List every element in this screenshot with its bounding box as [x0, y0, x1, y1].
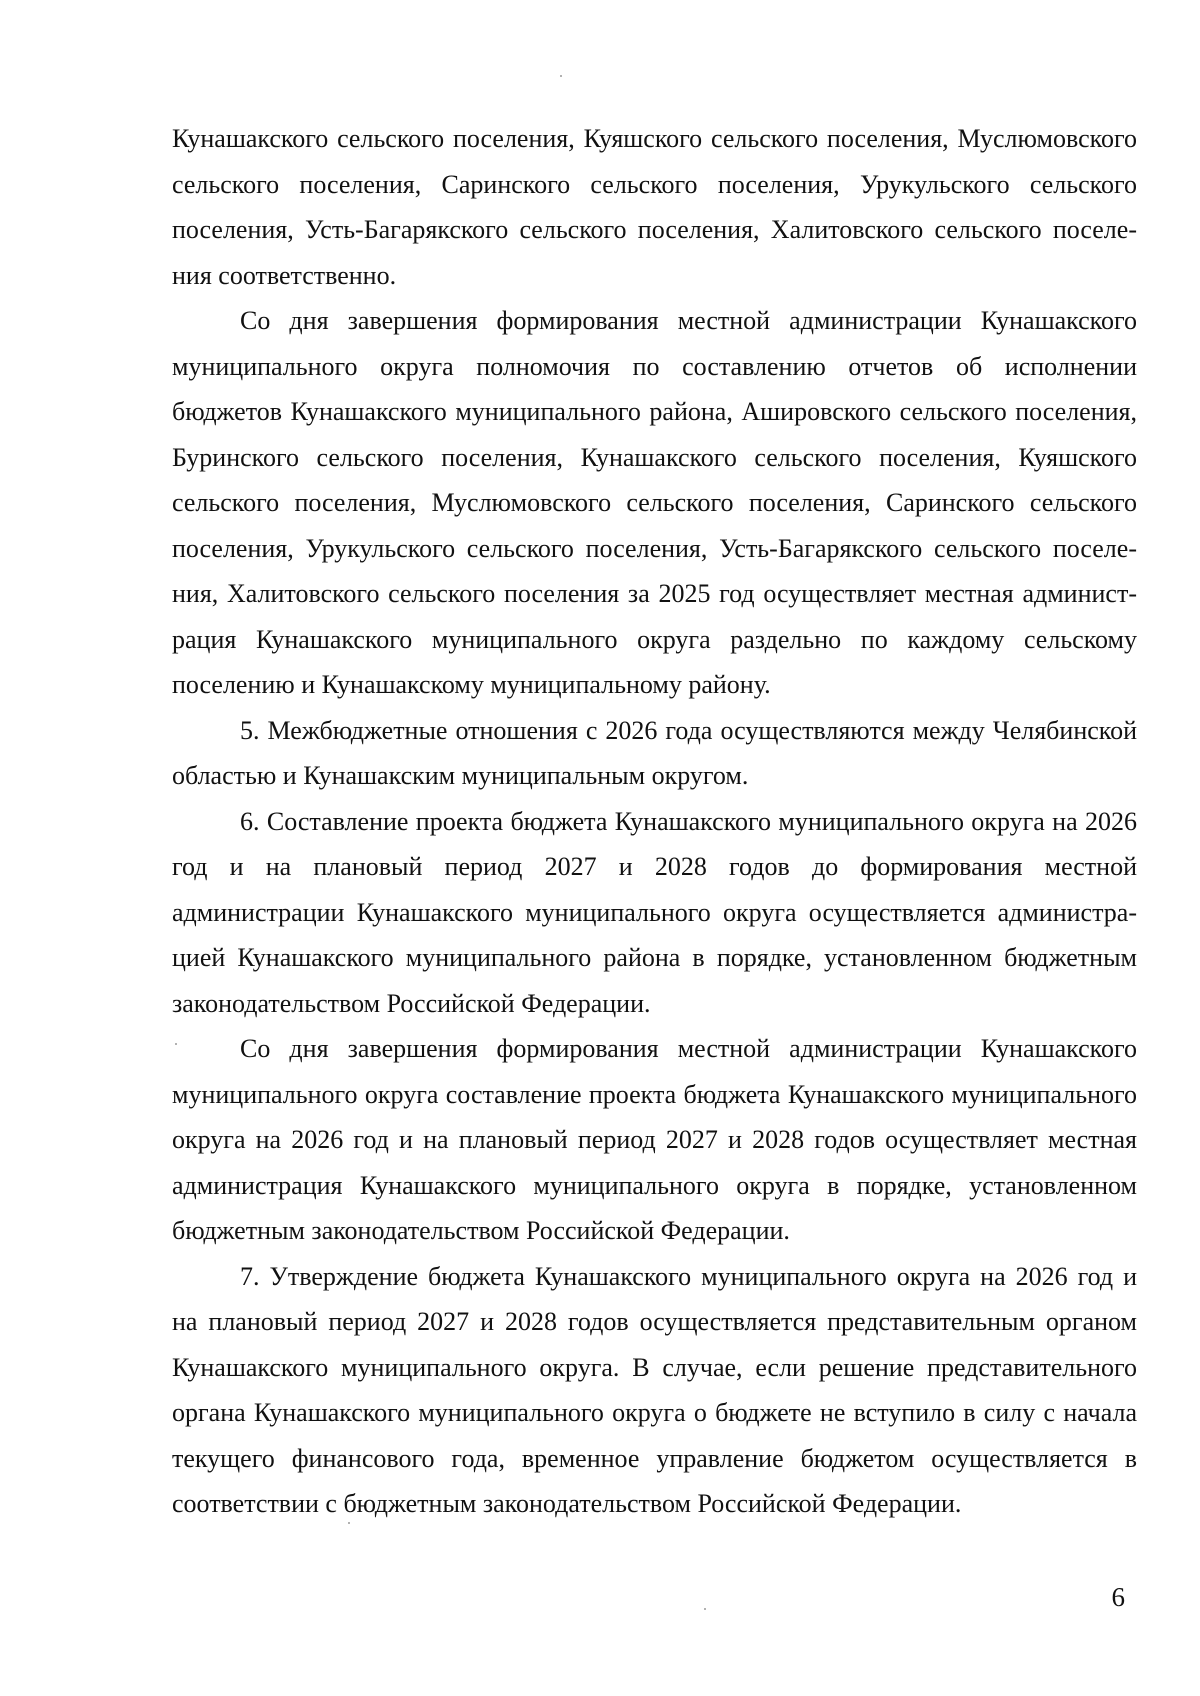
scan-speck — [348, 1522, 350, 1524]
scan-speck — [560, 75, 562, 77]
paragraph: Со дня завершения формирования местной администрации Кунашакского муниципального округа полномочия по составлению отчетов об исполнении бюджетов Кунашакского муниципального района, Ашировского сельского поселения, Буринского сельского поселения, Кунашакского сельского поселения, Куяшского сельского поселения, Муслюмовского сельского поселения, Саринского сельского поселения, Урукульского сельского поселения, Усть-Багарякского сельского поселения, Халитовского сельского поселения за 2025 год осуществляет местная администрация Кунашакского муниципального округа раздельно по каждому сельскому поселению и Кунашакскому муниципальному району. — [172, 306, 1137, 699]
paragraph: 6. Составление проекта бюджета Кунашакского муниципального округа на 2026 год и на плановый период 2027 и 2028 годов до формирования местной администрации Кунашакского муниципального округа осуществляется администрацией Кунашакского муниципального района в порядке, установленном бюджетным законодательством Российской Федерации. — [172, 806, 1137, 1018]
paragraph: 5. Межбюджетные отношения с 2026 года осуществляются между Челябинской областью и Кунашакским муниципальным округом. — [172, 715, 1137, 790]
paragraph: Кунашакского сельского поселения, Куяшского сельского поселения, Муслюмовского сельского поселения, Саринского сельского поселения, Урукульского сельского поселения, Усть-Багарякского сельского поселения, Халитовского сельского поселения соответственно. — [172, 124, 1137, 290]
page-number: 6 — [1111, 1582, 1125, 1612]
paragraph: 7. Утверждение бюджета Кунашакского муниципального округа на 2026 год и на плановый период 2027 и 2028 годов осуществляется представительным органом Кунашакского муниципального округа. В случае, если решение представительного органа Кунашакского муниципального округа о бюджете не вступило в силу с начала текущего финансового года, временное управление бюджетом осуществляется в соответствии с бюджетным законодательством Российской Федерации. — [172, 1261, 1137, 1518]
scan-speck — [704, 1608, 706, 1610]
paragraph: Со дня завершения формирования местной администрации Кунашакского муниципального округа составление проекта бюджета Кунашакского муниципального округа на 2026 год и на плановый период 2027 и 2028 годов осуществляет местная администрация Кунашакского муниципального округа в порядке, установленном бюджетным законодательством Российской Федерации. — [172, 1034, 1137, 1245]
scan-speck — [175, 1043, 177, 1045]
document-body — [172, 116, 1137, 1527]
